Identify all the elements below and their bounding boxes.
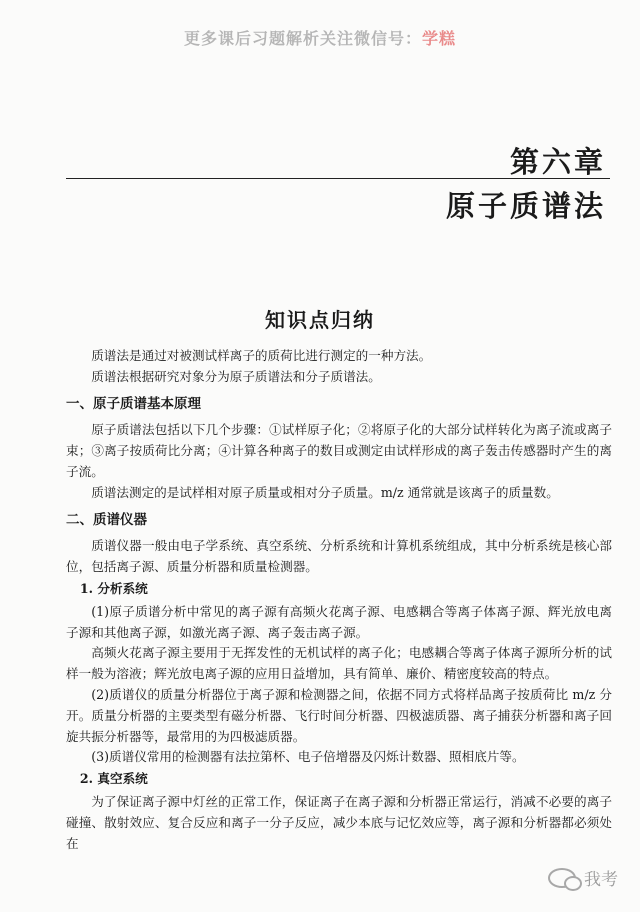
section-title: 知识点归纳: [265, 308, 375, 332]
section-heading-principles: 一、原子质谱基本原理: [66, 395, 201, 412]
banner-text: 更多课后习题解析关注微信号：: [183, 29, 422, 48]
instruments-paragraph-1: 质谱仪器一般由电子学系统、真空系统、分析系统和计算机系统组成，其中分析系统是核心部位，包括离子源、质量分析器和质量检测器。: [66, 538, 612, 575]
watermark: [548, 865, 618, 890]
subheading-vacuum-system: 2. 真空系统: [79, 771, 148, 787]
banner-account-name: 学糕: [422, 29, 457, 48]
instruments-paragraph-2: (1)原子质谱分析中常见的离子源有高频火花离子源、电感耦合等离子体离子源、辉光放电离子源和其他离子源，如激光离子源、离子轰击离子源。: [66, 603, 612, 640]
intro-paragraph-1: 质谱法是通过对被测试样离子的质荷比进行测定的一种方法。: [91, 348, 432, 363]
wechat-icon: [548, 868, 576, 888]
chapter-title: 原子质谱法: [445, 189, 606, 223]
section-heading-instruments: 二、质谱仪器: [66, 511, 147, 528]
instruments-paragraph-6: 为了保证离子源中灯丝的正常工作，保证离子在离子源和分析器正常运行，消减不必要的离子碰撞、散射效应、复合反应和离子一分子反应，减少本底与记忆效应等，离子源和分析器都必须处在: [66, 793, 612, 851]
principles-paragraph-2: 质谱法测定的是试样相对原子质量或相对分子质量。m/z 通常就是该离子的质量数。: [91, 484, 559, 500]
intro-paragraph-2: 质谱法根据研究对象分为原子质谱法和分子质谱法。: [91, 368, 381, 384]
instruments-paragraph-5: (3)质谱仪常用的检测器有法拉第杯、电子倍增器及闪烁计数器、照相底片等。: [91, 749, 525, 765]
watermark-text: 我考: [584, 870, 618, 890]
document-body: [66, 346, 612, 854]
chapter-divider: [66, 178, 610, 179]
principles-paragraph-1: 原子质谱法包括以下几个步骤：①试样原子化；②将原子化的大部分试样转化为离子流或离子束；③离子按质荷比分离；④计算各种离子的数目或测定由试样形成的离子轰击传感器时产生的离子流。: [66, 422, 612, 479]
instruments-paragraph-4: (2)质谱仪的质量分析器位于离子源和检测器之间，依据不同方式将样品离子按质荷比 m/z 分开。质量分析器的主要类型有磁分析器、飞行时间分析器、四极滤质器、离子捕获分析器和离子回旋共振分析器等，最常用的为四极滤质器。: [66, 686, 612, 744]
wechat-banner: [0, 26, 640, 49]
chapter-number: 第六章: [509, 145, 606, 179]
instruments-paragraph-3: 高频火花离子源主要用于无挥发性的无机试样的离子化；电感耦合等离子体离子源所分析的试样一般为溶液；辉光放电离子源的应用日益增加，具有简单、廉价、精密度较高的特点。: [66, 645, 612, 682]
subheading-analysis-system: 1. 分析系统: [79, 580, 148, 596]
